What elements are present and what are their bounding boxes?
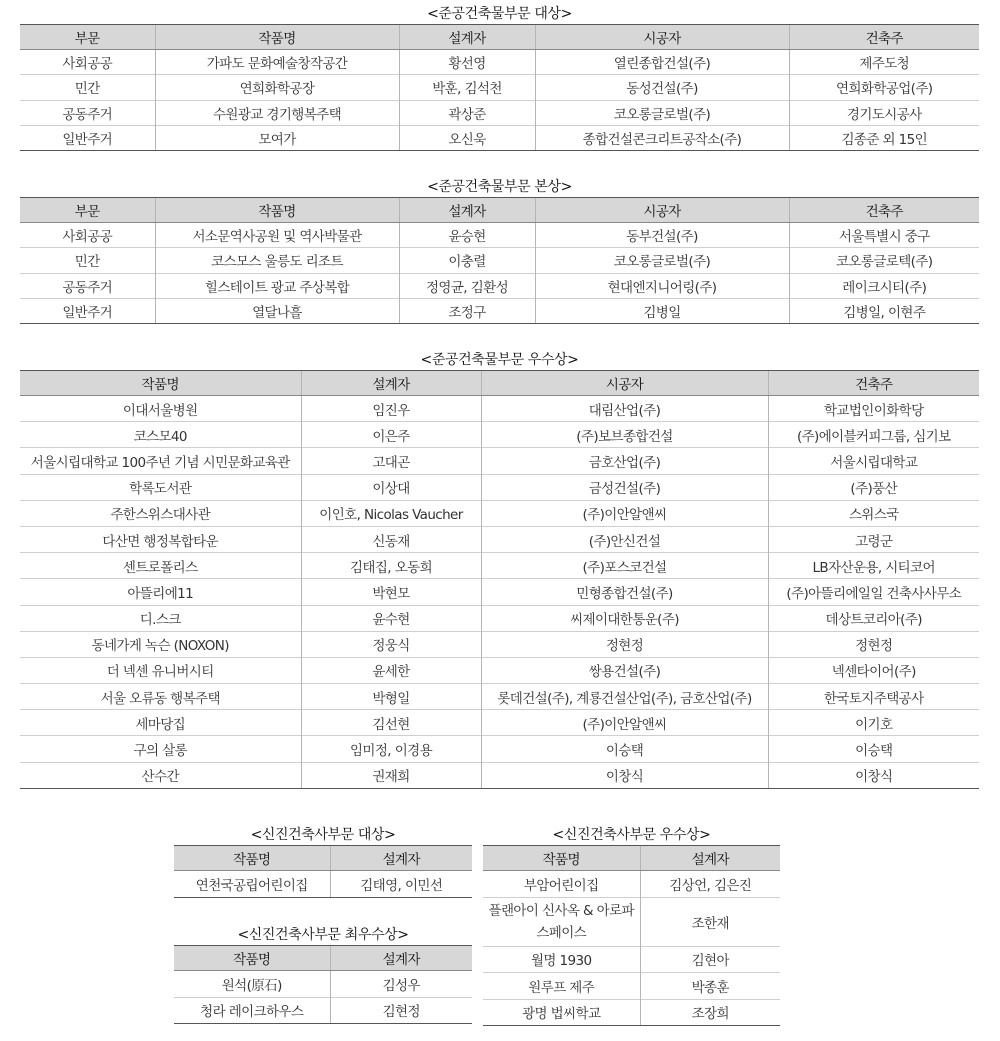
new-excellence-table (483, 845, 780, 1026)
section-new-architect-grand (174, 825, 472, 898)
table-row (20, 248, 979, 273)
cell: 스위스국 (768, 500, 979, 526)
table-row (483, 897, 780, 946)
section-caption: <준공건축물부문 본상> (427, 179, 572, 195)
header-work: 작품명 (483, 846, 640, 871)
cell: 연희화학공업(주) (789, 75, 979, 100)
table-row (483, 871, 780, 898)
cell: 김태영, 이민선 (330, 871, 472, 898)
cell: 대림산업(주) (481, 396, 768, 422)
table-row (20, 553, 979, 579)
cell: 김종준 외 15인 (789, 125, 979, 150)
table-row (20, 298, 979, 323)
table-row (483, 973, 780, 1000)
cell: 넥센타이어(주) (768, 657, 979, 683)
table-row (483, 946, 780, 973)
cell: 동네가게 녹슨 (NOXON) (20, 631, 301, 657)
cell: 센트로폴리스 (20, 553, 301, 579)
header-designer: 설계자 (640, 846, 780, 871)
cell: 김현아 (640, 946, 780, 973)
table-row (20, 50, 979, 75)
cell: 서소문역사공원 및 역사박물관 (155, 223, 399, 248)
cell: 정영균, 김환성 (399, 273, 535, 298)
cell: 아뜰리에11 (20, 579, 301, 605)
table-row (20, 526, 979, 552)
cell: 정현정 (481, 631, 768, 657)
cell: (주)아뜰리에일일 건축사사무소 (768, 579, 979, 605)
section-new-architect-best (174, 925, 472, 1024)
cell: 윤수현 (301, 605, 481, 631)
cell: 수원광교 경기행복주택 (155, 100, 399, 125)
excellence-prize-table (20, 370, 979, 789)
table-row (20, 273, 979, 298)
cell: 이승택 (768, 736, 979, 762)
table-row (20, 474, 979, 500)
table-row (174, 871, 472, 898)
cell: (주)포스코건설 (481, 553, 768, 579)
cell: 서울시립대학교 100주년 기념 시민문화교육관 (20, 448, 301, 474)
cell: 힐스테이트 광교 주상복합 (155, 273, 399, 298)
cell: 가파도 문화예술창작공간 (155, 50, 399, 75)
cell: 민간 (20, 248, 155, 273)
cell: (주)이안알앤씨 (481, 500, 768, 526)
cell: 다산면 행정복합타운 (20, 526, 301, 552)
cell: 씨제이대한통운(주) (481, 605, 768, 631)
cell: 정현정 (768, 631, 979, 657)
cell: 박형일 (301, 684, 481, 710)
cell: 열린종합건설(주) (535, 50, 789, 75)
table-row (20, 125, 979, 150)
table-row (20, 631, 979, 657)
cell: 조한재 (640, 897, 780, 946)
cell: 모여가 (155, 125, 399, 150)
cell: 종합건설콘크리트공작소(주) (535, 125, 789, 150)
header-owner: 건축주 (789, 25, 979, 50)
cell: 부암어린이집 (523, 877, 599, 894)
table-row (20, 710, 979, 736)
cell: 금호산업(주) (481, 448, 768, 474)
cell: 김상언, 김은진 (640, 871, 780, 898)
table-row (20, 762, 979, 788)
cell: 윤승현 (399, 223, 535, 248)
cell: 박종훈 (640, 973, 780, 1000)
cell: 롯데건설(주), 계룡건설산업(주), 금호산업(주) (481, 684, 768, 710)
cell: 오신욱 (399, 125, 535, 150)
cell: 주한스위스대사관 (20, 500, 301, 526)
cell: 원루프 제주 (483, 973, 640, 1000)
cell: 권재희 (301, 762, 481, 788)
table-row (20, 396, 979, 422)
cell: 민형종합건설(주) (481, 579, 768, 605)
cell: 김선현 (301, 710, 481, 736)
header-work: 작품명 (155, 25, 399, 50)
cell: 김성우 (330, 971, 472, 998)
cell: 구의 살롱 (20, 736, 301, 762)
cell: 조장희 (640, 999, 780, 1026)
cell: 학교법인이화학당 (768, 396, 979, 422)
table-row (20, 684, 979, 710)
table-row (20, 736, 979, 762)
cell: 이충렬 (399, 248, 535, 273)
cell: 산수간 (20, 762, 301, 788)
table-row (20, 657, 979, 683)
header-category: 부문 (20, 25, 155, 50)
cell: 광명 법씨학교 (483, 999, 640, 1026)
cell: 박현모 (301, 579, 481, 605)
cell: 연천국공립어린이집 (174, 871, 330, 898)
cell: 경기도시공사 (789, 100, 979, 125)
header-designer: 설계자 (399, 25, 535, 50)
cell: 이상대 (301, 474, 481, 500)
cell: (주)안신건설 (481, 526, 768, 552)
table-row (20, 579, 979, 605)
cell: 공동주거 (20, 100, 155, 125)
table-row (20, 605, 979, 631)
cell: 플랜아이 신사옥 & 아로파스페이스 (483, 897, 640, 946)
cell: 이기호 (768, 710, 979, 736)
table-row (174, 971, 472, 998)
cell: 조정구 (399, 298, 535, 323)
cell: 임진우 (301, 396, 481, 422)
cell: 황선영 (399, 50, 535, 75)
cell: 이은주 (301, 422, 481, 448)
table-row (20, 75, 979, 100)
cell: 이인호, Nicolas Vaucher (301, 500, 481, 526)
cell: 레이크시티(주) (789, 273, 979, 298)
cell: (주)이안알앤씨 (481, 710, 768, 736)
section-new-architect-excellence (483, 825, 780, 1026)
cell: 김태집, 오동희 (301, 553, 481, 579)
header-work: 작품명 (174, 846, 330, 871)
cell: 데상트코리아(주) (768, 605, 979, 631)
cell: (주)에이블커피그룹, 심기보 (768, 422, 979, 448)
cell: 세마당집 (20, 710, 301, 736)
table-row (20, 500, 979, 526)
table-row (20, 448, 979, 474)
grand-prize-table (20, 24, 979, 151)
table-row (20, 223, 979, 248)
header-designer: 설계자 (330, 846, 472, 871)
cell: 더 넥센 유니버시티 (20, 657, 301, 683)
cell: 박훈, 김석천 (399, 75, 535, 100)
header-work: 작품명 (174, 946, 330, 971)
cell: 이대서울병원 (122, 402, 198, 419)
cell: 쌍용건설(주) (481, 657, 768, 683)
header-builder: 시공자 (481, 371, 768, 396)
cell: 청라 레이크하우스 (174, 997, 330, 1024)
cell: 고령군 (768, 526, 979, 552)
cell: 원석(原石) (221, 977, 282, 994)
section-caption: <준공건축물부문 대상> (427, 6, 572, 22)
cell: 김현정 (330, 997, 472, 1024)
cell: 동성건설(주) (535, 75, 789, 100)
table-row (174, 997, 472, 1024)
cell: (주)풍산 (768, 474, 979, 500)
cell: 일반주거 (20, 125, 155, 150)
new-best-table (174, 945, 472, 1024)
header-designer: 설계자 (301, 371, 481, 396)
cell: 서울 오류동 행복주택 (20, 684, 301, 710)
cell: 한국토지주택공사 (768, 684, 979, 710)
cell: 정웅식 (301, 631, 481, 657)
header-designer: 설계자 (330, 946, 472, 971)
section-caption: <신진건축사부문 우수상> (552, 827, 711, 843)
cell: 윤세한 (301, 657, 481, 683)
cell: 코스모스 울릉도 리조트 (155, 248, 399, 273)
section-caption: <준공건축물부문 우수상> (420, 352, 579, 368)
header-work: 작품명 (155, 198, 399, 223)
header-category: 부문 (20, 198, 155, 223)
cell: 고대곤 (301, 448, 481, 474)
cell: 월명 1930 (483, 946, 640, 973)
cell: 공동주거 (20, 273, 155, 298)
cell: 동부건설(주) (535, 223, 789, 248)
cell: 현대엔지니어링(주) (535, 273, 789, 298)
cell: 임미정, 이경용 (301, 736, 481, 762)
main-prize-table (20, 197, 979, 324)
cell: 코오롱글로텍(주) (789, 248, 979, 273)
table-row (20, 422, 979, 448)
header-designer: 설계자 (399, 198, 535, 223)
cell: 이승택 (481, 736, 768, 762)
cell: 코오롱글로벌(주) (535, 248, 789, 273)
cell: 열달나흘 (155, 298, 399, 323)
section-caption: <신진건축사부문 대상> (250, 827, 396, 843)
header-work: 작품명 (20, 371, 301, 396)
cell: 이창식 (481, 762, 768, 788)
cell: 김병일, 이현주 (789, 298, 979, 323)
cell: 제주도청 (789, 50, 979, 75)
cell: 서울시립대학교 (768, 448, 979, 474)
cell: 이창식 (768, 762, 979, 788)
cell: 디.스크 (20, 605, 301, 631)
header-owner: 건축주 (768, 371, 979, 396)
cell: 신동재 (301, 526, 481, 552)
header-builder: 시공자 (535, 25, 789, 50)
cell: 학록도서관 (20, 474, 301, 500)
cell: 코오롱글로벌(주) (535, 100, 789, 125)
cell: 일반주거 (20, 298, 155, 323)
section-main-prize (20, 177, 979, 324)
cell: 연희화학공장 (155, 75, 399, 100)
cell: 민간 (20, 75, 155, 100)
section-grand-prize (20, 4, 979, 151)
cell: 금성건설(주) (481, 474, 768, 500)
section-caption: <신진건축사부문 최우수상> (237, 927, 409, 943)
section-excellence-prize (20, 350, 979, 789)
cell: 곽상준 (399, 100, 535, 125)
new-grand-table (174, 845, 472, 898)
cell: 코스모40 (20, 422, 301, 448)
cell: 사회공공 (62, 229, 113, 246)
cell: 서울특별시 중구 (789, 223, 979, 248)
header-builder: 시공자 (535, 198, 789, 223)
table-row (483, 999, 780, 1026)
cell: (주)보브종합건설 (481, 422, 768, 448)
cell: 사회공공 (62, 56, 113, 73)
table-row (20, 100, 979, 125)
cell: LB자산운용, 시티코어 (768, 553, 979, 579)
header-owner: 건축주 (789, 198, 979, 223)
cell: 김병일 (535, 298, 789, 323)
